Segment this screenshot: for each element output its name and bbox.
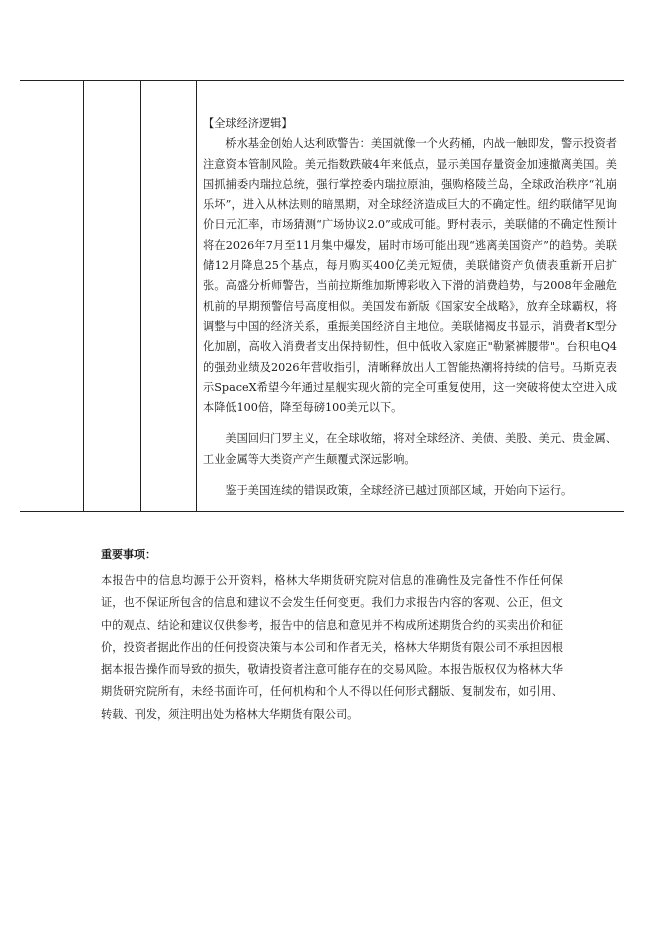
section-heading: 【全球经济逻辑】 <box>203 117 293 130</box>
notice-title: 重要事项： <box>101 548 156 561</box>
economy-paragraph-1: 桥水基金创始人达利欧警告：美国就像一个火药桶，内战一触即发，警示投资者注意资本管制风险。美元指数跌破4年来低点，显示美国存量资金加速撤离美国。美国抓捕委内瑞拉总统，强行掌控委内瑞拉原油，强购格陵兰岛，全球政治秩序“礼崩乐坏”，进入从林法则的暗黑期，对全球经济造成巨大的不确定性。纽约联储罕见询价日元汇率，市场猜测“广场协议2.0”或成可能。野村表示，美联储的不确定性预计将在2026年7月至11月集中爆发，届时市场可能出现“逃离美国资产”的趋势。美联储12月降息25个基点，每月购买400亿美元短债，美联储资产负债表重新开启扩张。高盛分析师警告，当前拉斯维加斯博彩收入下滑的消费趋势，与2008年金融危机前的早期预警信号高度相似。美国发布新版《国家安全战略》，放弃全球霸权，将调整与中国的经济关系，重振美国经济自主地位。美联储褐皮书显示，消费者K型分化加剧，高收入消费者支出保持韧性，但中低收入家庭正"勒紧裤腰带"。台积电Q4的强劲业绩及2026年营收指引，清晰释放出人工智能热潮将持续的信号。马斯克表示SpaceX希望今年通过星舰实现火箭的完全可重复使用，这一突破将使太空进入成本降低100倍，降至每磅100美元以下。 <box>203 137 617 415</box>
economy-paragraph-3: 鉴于美国连续的错误政策，全球经济已越过顶部区域，开始向下运行。 <box>225 484 573 498</box>
table-column-divider <box>196 80 197 512</box>
table-column-divider <box>83 80 84 512</box>
economy-logic-cell <box>203 114 617 501</box>
notice-body: 本报告中的信息均源于公开资料，格林大华期货研究院对信息的准确性及完备性不作任何保证，也不保证所包含的信息和建议不会发生任何变更。我们力求报告内容的客观、公正，但文中的观点、结论和建议仅供参考，报告中的信息和意见并不构成所述期货合约的买卖出价和征价，投资者据此作出的任何投资决策与本公司和作者无关，格林大华期货有限公司不承担因根据本报告操作而导致的损失，敬请投资者注意可能存在的交易风险。本报告版权仅为格林大华期货研究院所有，未经书面许可，任何机构和个人不得以任何形式翻版、复制发布，如引用、转载、刊发，须注明出处为格林大华期货有限公司。 <box>101 574 563 721</box>
table-column-divider <box>140 80 141 512</box>
economy-paragraph-2: 美国回归门罗主义，在全球收缩，将对全球经济、美债、美股、美元、贵金属、工业金属等大类资产产生颠覆式深远影响。 <box>203 432 617 466</box>
